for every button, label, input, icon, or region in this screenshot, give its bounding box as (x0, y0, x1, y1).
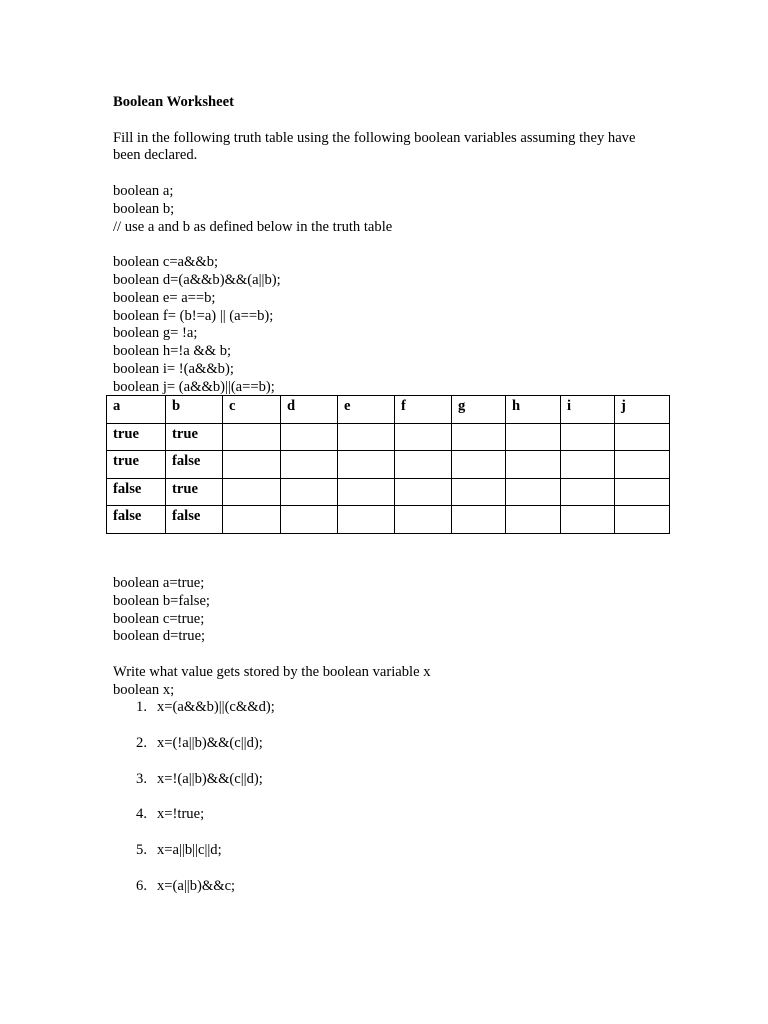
declaration-b: boolean b; (113, 200, 175, 217)
answer-cell[interactable] (561, 478, 615, 506)
item-number: 2. (136, 734, 147, 751)
answer-cell[interactable] (615, 423, 670, 451)
item-expression: x=(!a||b)&&(c||d); (157, 734, 263, 751)
answer-cell[interactable] (338, 506, 395, 534)
intro-line-2: been declared. (113, 147, 198, 164)
cell-b: true (166, 423, 223, 451)
item-expression: x=!true; (157, 806, 205, 823)
answer-cell[interactable] (338, 451, 395, 479)
answer-cell[interactable] (281, 478, 338, 506)
header-cell-g: g (452, 396, 506, 424)
answer-cell[interactable] (506, 506, 561, 534)
assignment-b: boolean b=false; (113, 592, 210, 609)
answer-cell[interactable] (506, 478, 561, 506)
header-cell-a: a (107, 396, 166, 424)
question-line-1: Write what value gets stored by the boolean variable x (113, 663, 431, 680)
header-cell-e: e (338, 396, 395, 424)
answer-cell[interactable] (281, 506, 338, 534)
item-expression: x=(a||b)&&c; (157, 877, 236, 894)
item-expression: x=(a&&b)||(c&&d); (157, 699, 275, 715)
answer-cell[interactable] (506, 423, 561, 451)
answer-cell[interactable] (561, 506, 615, 534)
header-cell-h: h (506, 396, 561, 424)
table-header-row (107, 396, 670, 424)
item-number: 3. (136, 770, 147, 787)
assignment-d: boolean d=true; (113, 628, 206, 645)
item-number: 1. (136, 699, 147, 715)
header-cell-c: c (223, 396, 281, 424)
table-row (107, 478, 670, 506)
answer-cell[interactable] (506, 451, 561, 479)
answer-cell[interactable] (223, 423, 281, 451)
answer-cell[interactable] (615, 451, 670, 479)
answer-cell[interactable] (452, 451, 506, 479)
list-item (113, 806, 275, 842)
cell-a: true (107, 423, 166, 451)
answer-cell[interactable] (223, 478, 281, 506)
item-number: 5. (136, 842, 147, 859)
cell-a: true (107, 451, 166, 479)
expression-e: boolean e= a==b; (113, 289, 216, 306)
question-line-2: boolean x; (113, 681, 175, 698)
expression-c: boolean c=a&&b; (113, 254, 219, 271)
item-expression: x=!(a||b)&&(c||d); (157, 770, 263, 787)
expression-f: boolean f= (b!=a) || (a==b); (113, 307, 274, 324)
header-cell-i: i (561, 396, 615, 424)
cell-b: true (166, 478, 223, 506)
header-cell-b: b (166, 396, 223, 424)
answer-cell[interactable] (338, 478, 395, 506)
list-item (113, 699, 275, 735)
answer-cell[interactable] (452, 423, 506, 451)
header-cell-j: j (615, 396, 670, 424)
declaration-comment: // use a and b as defined below in the truth table (113, 218, 393, 235)
table-row (107, 451, 670, 479)
answer-cell[interactable] (338, 423, 395, 451)
table-row (107, 506, 670, 534)
cell-b: false (166, 506, 223, 534)
answer-cell[interactable] (615, 506, 670, 534)
answer-cell[interactable] (281, 423, 338, 451)
answer-cell[interactable] (281, 451, 338, 479)
declaration-a: boolean a; (113, 182, 174, 199)
assignments-block (113, 575, 673, 700)
intro-line-1: Fill in the following truth table using the following boolean variables assuming they have (113, 129, 636, 146)
answer-cell[interactable] (452, 478, 506, 506)
answer-cell[interactable] (395, 451, 452, 479)
answer-cell[interactable] (561, 451, 615, 479)
answer-cell[interactable] (395, 506, 452, 534)
item-number: 6. (136, 877, 147, 894)
answer-cell[interactable] (561, 423, 615, 451)
header-cell-d: d (281, 396, 338, 424)
item-number: 4. (136, 806, 147, 823)
expression-d: boolean d=(a&&b)&&(a||b); (113, 271, 281, 288)
answer-cell[interactable] (395, 478, 452, 506)
item-expression: x=a||b||c||d; (157, 842, 222, 859)
worksheet-text (113, 94, 673, 397)
expression-i: boolean i= !(a&&b); (113, 360, 234, 377)
cell-b: false (166, 451, 223, 479)
list-item (113, 842, 275, 878)
header-cell-f: f (395, 396, 452, 424)
page-title: Boolean Worksheet (113, 94, 234, 110)
expression-h: boolean h=!a && b; (113, 343, 232, 360)
list-item (113, 735, 275, 771)
list-item (113, 878, 275, 914)
table-row (107, 423, 670, 451)
answer-cell[interactable] (615, 478, 670, 506)
expression-g: boolean g= !a; (113, 325, 198, 342)
answer-cell[interactable] (223, 451, 281, 479)
expression-j: boolean j= (a&&b)||(a==b); (113, 378, 275, 395)
assignment-a: boolean a=true; (113, 575, 205, 591)
answer-cell[interactable] (223, 506, 281, 534)
cell-a: false (107, 506, 166, 534)
answer-cell[interactable] (395, 423, 452, 451)
truth-table (106, 395, 670, 534)
question-list (113, 699, 275, 914)
cell-a: false (107, 478, 166, 506)
answer-cell[interactable] (452, 506, 506, 534)
list-item (113, 771, 275, 807)
assignment-c: boolean c=true; (113, 610, 205, 627)
